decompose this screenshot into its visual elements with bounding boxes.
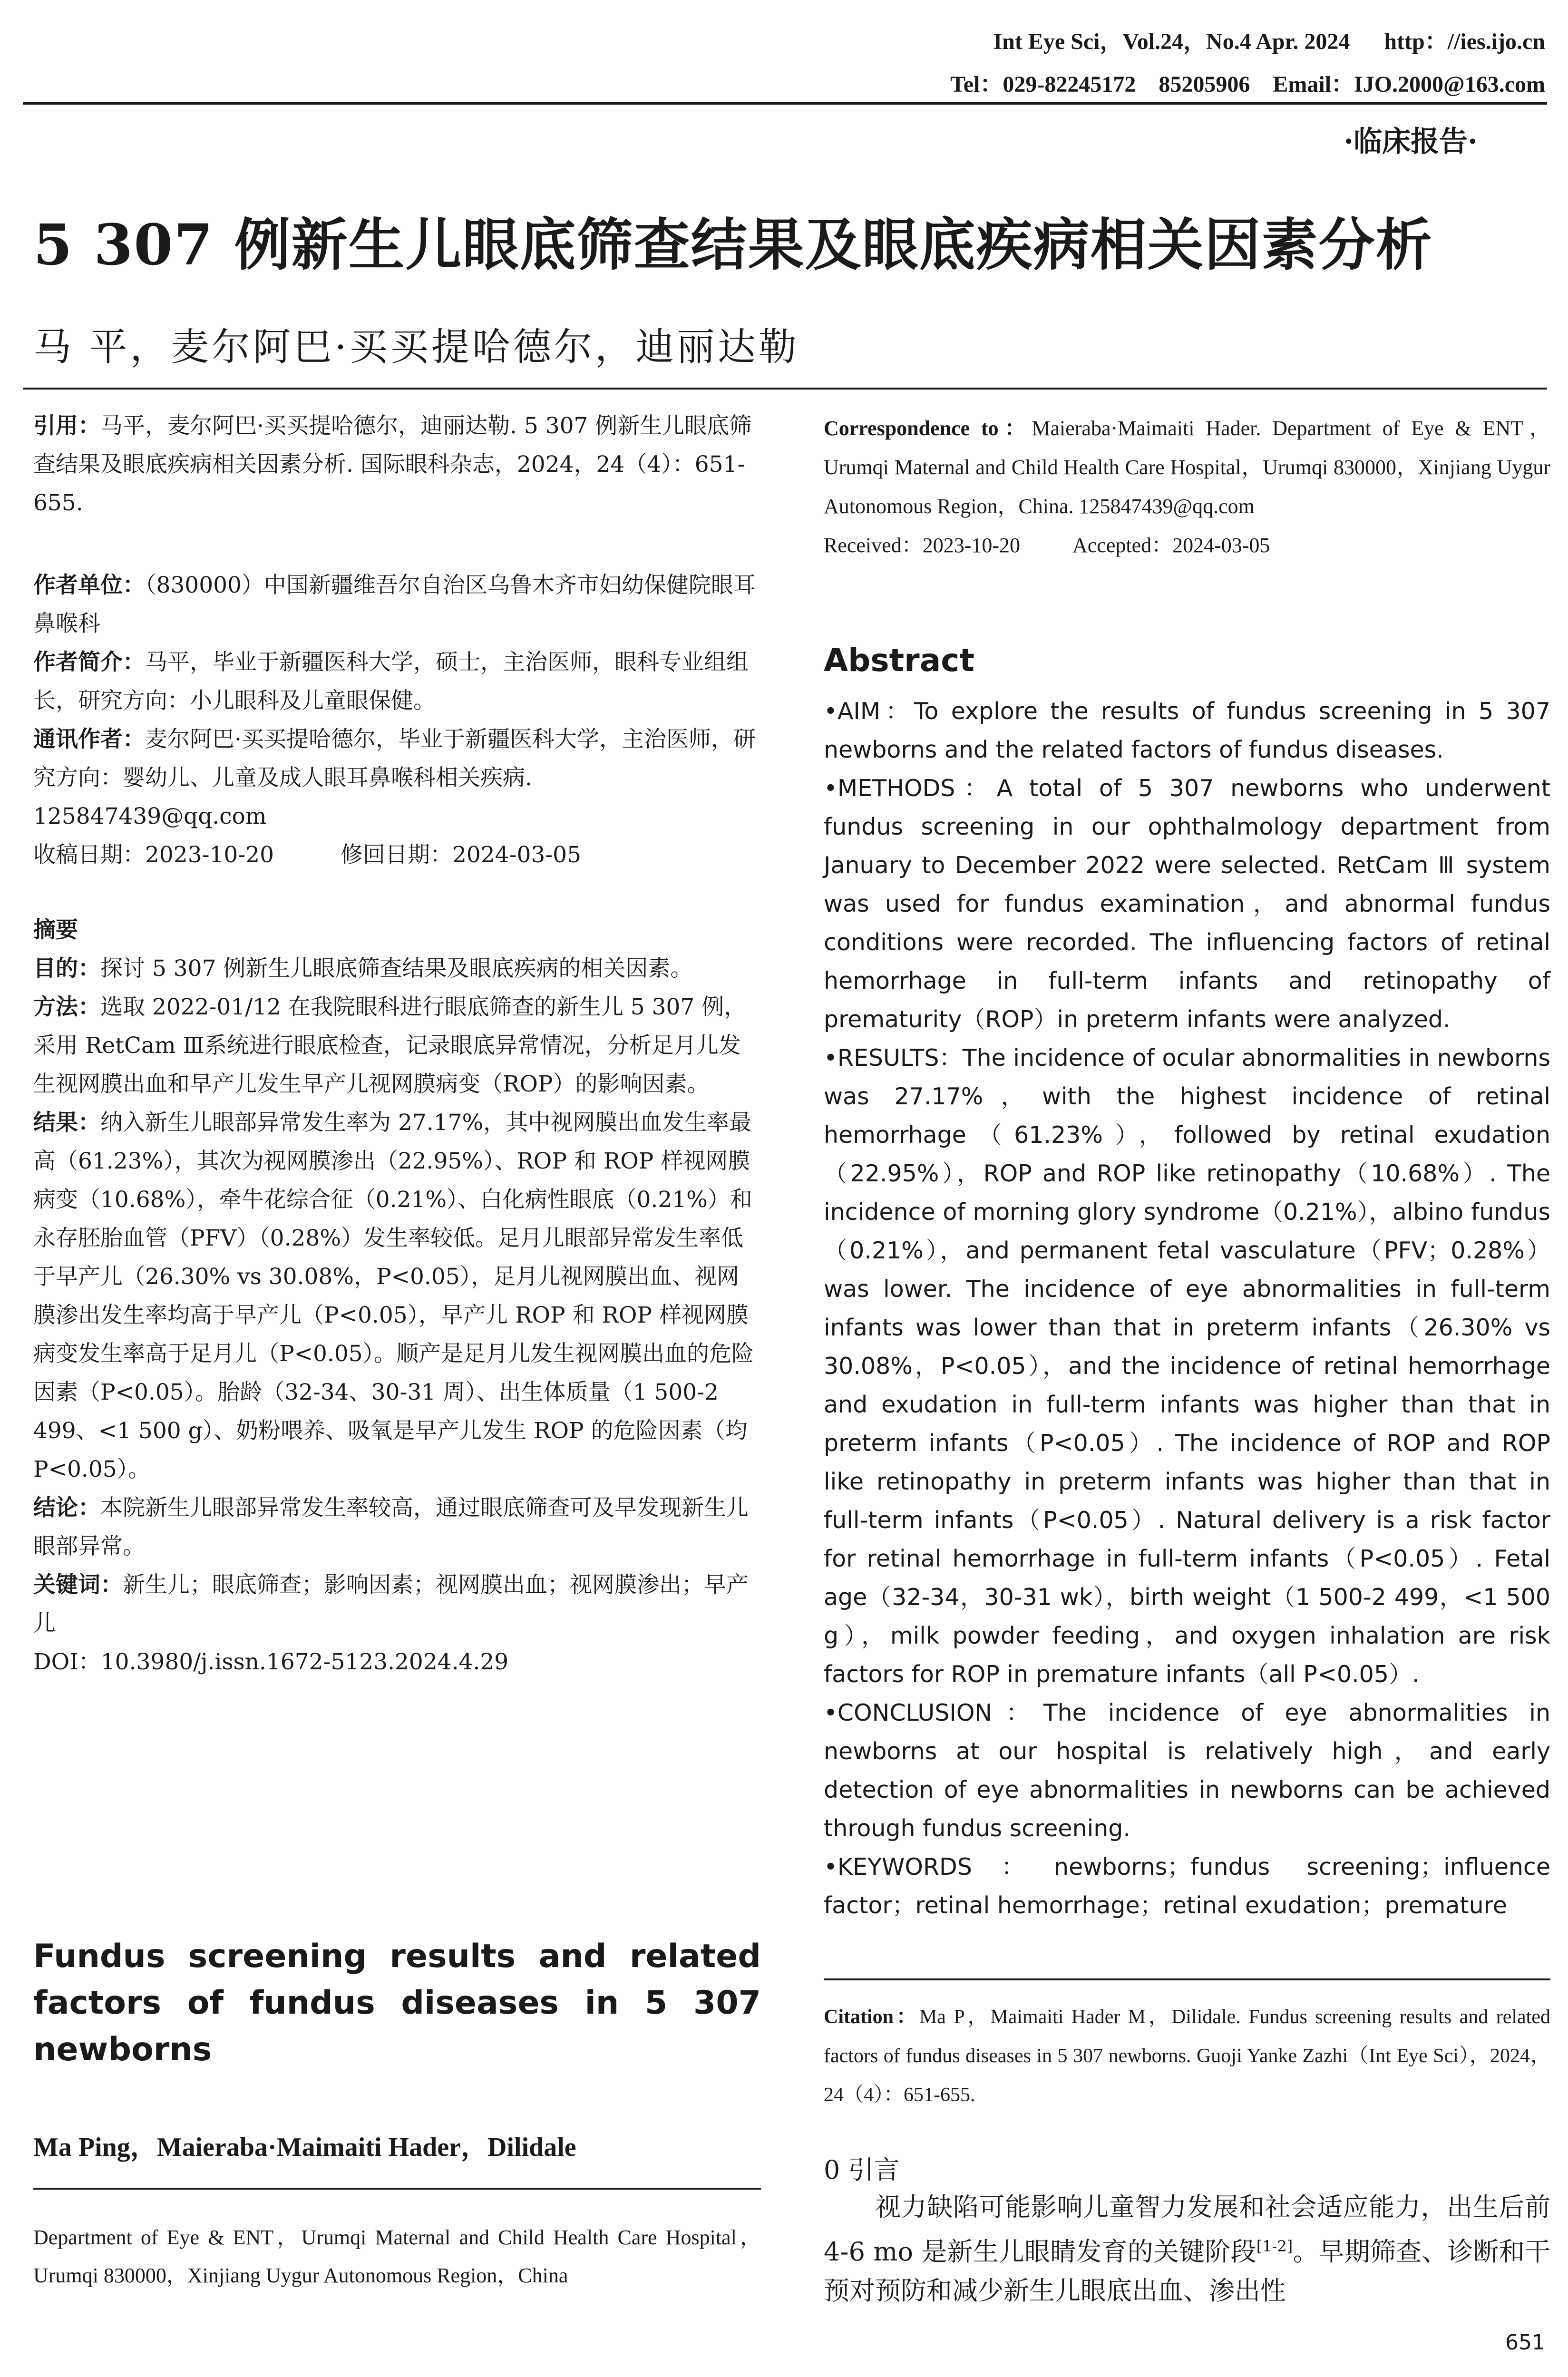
aim-cn-label: 目的：: [33, 955, 100, 982]
keywords-cn-text: 新生儿；眼底筛查；影响因素；视网膜出血；视网膜渗出；早产儿: [33, 1572, 749, 1637]
citation-en-text: Ma P，Maimaiti Hader M，Dilidale. Fundus screening results and related factors of fundus diseases in 5 307 newborns. Guoji Yanke Zazhi（Int Eye Sci），2024，24（4）：651-655.: [824, 2006, 1550, 2106]
citation-en-label: Citation：: [824, 2006, 919, 2028]
accepted-en: Accepted：2024-03-05: [1072, 534, 1270, 557]
page-number: 651: [1505, 2330, 1545, 2355]
cite-label: 引用：: [33, 413, 100, 439]
abstract-aim: •AIM：To explore the results of fundus screening in 5 307 newborns and the related factors of fundus diseases.: [824, 698, 1550, 763]
journal-contact-line: Tel：029-82245172 85205906 Email：IJO.2000@163.com: [950, 72, 1545, 97]
keywords-cn-label: 关键词：: [33, 1572, 123, 1598]
abstract-results: •RESULTS：The incidence of ocular abnormalities in newborns was 27.17%，with the highest incidence of retinal hemorrhage（61.23%），followed by retinal exudation（22.95%），ROP and ROP like retinopathy（10.68%）. The incidence of morning glory syndrome（0.21%），albino fundus（0.21%），and permanent fetal vasculature（PFV；0.28%）was lower. The incidence of eye abnormalities in full-term infants was lower than that in preterm infants（26.30% vs 30.08%，P<0.05），and the incidence of retinal hemorrhage and exudation in full-term infants was higher than that in preterm infants（P<0.05）. The incidence of ROP and ROP like retinopathy in preterm infants was higher than that in full-term infants（P<0.05）. Natural delivery is a risk factor for retinal hemorrhage in full-term infants（P<0.05）. Fetal age（32-34，30-31 wk），birth weight（1 500-2 499，<1 500 g），milk powder feeding，and oxygen inhalation are risk factors for ROP in premature infants（all P<0.05）.: [824, 1044, 1550, 1688]
bio-label: 作者简介：: [33, 649, 145, 675]
correspondence-en: [824, 409, 1550, 565]
received-cn: 收稿日期：2023-10-20: [33, 842, 274, 868]
corr-en-text: Maieraba·Maimaiti Hader. Department of Eye & ENT，Urumqi Maternal and Child Health Care Hospital，Urumqi 830000，Xinjiang Uygur Autonomous Region，China. 125847439@qq.com: [824, 417, 1550, 518]
intro-ref: [1-2]: [1256, 2237, 1293, 2255]
affiliation-rule: [33, 2188, 761, 2190]
aim-cn-text: 探讨 5 307 例新生儿眼底筛查结果及眼底疾病的相关因素。: [100, 955, 693, 982]
title-rule: [23, 388, 1547, 390]
affiliation-en: Department of Eye & ENT，Urumqi Maternal and Child Health Care Hospital，Urumqi 830000，Xinjiang Uygur Autonomous Region，China: [33, 2226, 761, 2287]
article-title-cn: 5 307 例新生儿眼底筛查结果及眼底疾病相关因素分析: [33, 212, 1433, 278]
unit-label: 作者单位：: [33, 572, 145, 598]
corr-cn-text: 麦尔阿巴·买买提哈德尔，毕业于新疆医科大学，主治医师，研究方向：婴幼儿、儿童及成人眼耳鼻喉科相关疾病. 125847439@qq.com: [33, 726, 756, 829]
abstract-methods: •METHODS：A total of 5 307 newborns who underwent fundus screening in our ophthalmology department from January to December 2022 were selected. RetCam Ⅲ system was used for fundus examination，and abnormal fundus conditions were recorded. The influencing factors of retinal hemorrhage in full-term infants and retinopathy of prematurity（ROP）in preterm infants were analyzed.: [824, 775, 1550, 1033]
results-cn-text: 纳入新生儿眼部异常发生率为 27.17%，其中视网膜出血发生率最高（61.23%），其次为视网膜渗出（22.95%）、ROP 和 ROP 样视网膜病变（10.68%），牵牛花综合征（0.21%）、白化病性眼底（0.21%）和永存胚胎血管（PFV）（0.28%）发生率较低。足月儿眼部异常发生率低于早产儿（26.30% vs 30.08%，P<0.05），足月儿视网膜出血、视网膜渗出发生率均高于早产儿（P<0.05），早产儿 ROP 和 ROP 样视网膜病变发生率高于足月儿（P<0.05）。顺产是足月儿发生视网膜出血的危险因素（P<0.05）。胎龄（32-34、30-31 周）、出生体质量（1 500-2 499、<1 500 g）、奶粉喂养、吸氧是早产儿发生 ROP 的危险因素（均 P<0.05）。: [33, 1110, 754, 1482]
author-info-block: [33, 566, 761, 874]
conclusion-cn-text: 本院新生儿眼部异常发生率较高，通过眼底筛查可及早发现新生儿眼部异常。: [33, 1495, 749, 1559]
corr-en-label: Correspondence to：: [824, 417, 1032, 440]
abstract-cn-block: [33, 911, 761, 1681]
citation-cn-block: [33, 407, 761, 522]
methods-cn-text: 选取 2022-01/12 在我院眼科进行眼底筛查的新生儿 5 307 例，采用 RetCam Ⅲ系统进行眼底检查，记录眼底异常情况，分析足月儿发生视网膜出血和早产儿发生早产儿视网膜病变（ROP）的影响因素。: [33, 994, 747, 1097]
conclusion-cn-label: 结论：: [33, 1495, 100, 1521]
abstract-cn-heading: 摘要: [33, 917, 78, 943]
intro-paragraph: [824, 2188, 1550, 2310]
received-en: Received：2023-10-20: [824, 534, 1020, 557]
citation-rule: [824, 1978, 1550, 1980]
unit-text: （830000）中国新疆维吾尔自治区乌鲁木齐市妇幼保健院眼耳鼻喉科: [33, 572, 756, 637]
authors-en: Ma Ping，Maieraba·Maimaiti Hader，Dilidale: [33, 2133, 576, 2162]
abstract-keywords: •KEYWORDS：newborns；fundus screening；influence factor；retinal hemorrhage；retinal exudation；premature: [824, 1853, 1550, 1919]
cite-text: 马平，麦尔阿巴·买买提哈德尔，迪丽达勒. 5 307 例新生儿眼底筛查结果及眼底疾病相关因素分析. 国际眼科杂志，2024，24（4）：651-655.: [33, 413, 752, 516]
abstract-en-body: [824, 692, 1550, 1925]
results-cn-label: 结果：: [33, 1110, 100, 1136]
intro-text-2: 。早期筛查、诊断和干预对预防和减少新生儿眼底出血、渗出性: [824, 2237, 1550, 2306]
authors-cn: 马 平，麦尔阿巴·买买提哈德尔，迪丽达勒: [33, 325, 799, 369]
revised-cn: 修回日期：2024-03-05: [340, 842, 581, 868]
abstract-conclusion: •CONCLUSION：The incidence of eye abnormalities in newborns at our hospital is relatively high，and early detection of eye abnormalities in newborns can be achieved through fundus screening.: [824, 1699, 1550, 1842]
journal-header-line: Int Eye Sci，Vol.24，No.4 Apr. 2024 http：//ies.ijo.cn: [993, 29, 1545, 54]
header-rule: [23, 102, 1547, 105]
methods-cn-label: 方法：: [33, 994, 100, 1020]
abstract-en-heading: Abstract: [824, 642, 974, 679]
citation-en: [824, 1997, 1550, 2114]
intro-text: 视力缺陷可能影响儿童智力发展和社会适应能力，出生后前 4-6 mo 是新生儿眼睛发育的关键阶段: [824, 2192, 1550, 2267]
intro-heading: 0 引言: [824, 2155, 900, 2185]
article-title-en: Fundus screening results and related factors of fundus diseases in 5 307 newborns: [33, 1938, 761, 2068]
bio-text: 马平，毕业于新疆医科大学，硕士，主治医师，眼科专业组组长，研究方向：小儿眼科及儿童眼保健。: [33, 649, 749, 714]
doi: DOI：10.3980/j.issn.1672-5123.2024.4.29: [33, 1649, 509, 1675]
section-tag: ·临床报告·: [1344, 125, 1478, 158]
corr-cn-label: 通讯作者：: [33, 726, 145, 752]
